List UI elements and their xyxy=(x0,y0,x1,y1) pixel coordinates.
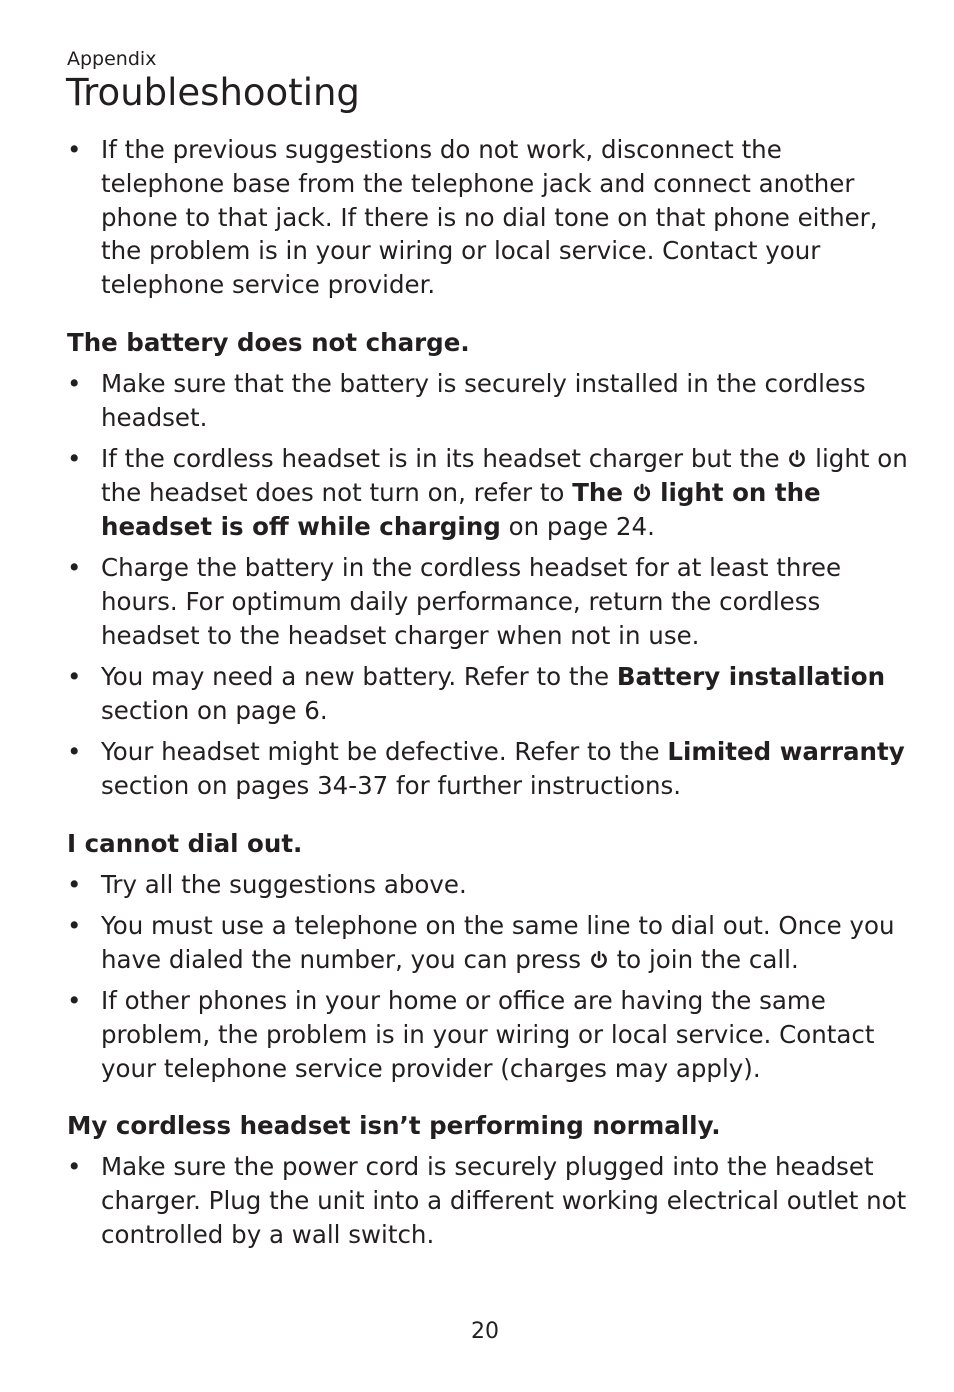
power-icon xyxy=(589,950,609,970)
text-segment: light on the headset does not turn on, refer to xyxy=(101,443,908,507)
text-segment: on page 24. xyxy=(508,511,655,541)
list-item: • Try all the suggestions above. xyxy=(67,868,912,902)
section-label: Appendix xyxy=(67,48,157,70)
list-item: • Charge the battery in the cordless headset for at least three hours. For optimum daily performance, return the cordless headset to the headset charger when not in use. xyxy=(67,551,912,652)
text-segment: Your headset might be defective. Refer to the xyxy=(101,737,660,767)
cross-reference: Battery installation xyxy=(616,661,886,691)
list-item xyxy=(67,442,912,543)
list-item xyxy=(67,735,912,803)
text-segment: to join the call. xyxy=(616,944,799,974)
text-segment: section on pages 34-37 for further instructions. xyxy=(101,770,682,800)
page-content xyxy=(67,133,912,1259)
cross-reference-text: The xyxy=(572,477,623,507)
battery-list xyxy=(67,367,912,803)
cross-reference-text: light on the headset is off while charging xyxy=(101,477,821,541)
dial-heading: I cannot dial out. xyxy=(67,828,303,858)
list-item: • If other phones in your home or office are having the same problem, the problem is in your wiring or local service. Contact your telephone service provider (charges may apply). xyxy=(67,984,912,1085)
page-title: Troubleshooting xyxy=(66,71,360,114)
page-number: 20 xyxy=(471,1319,499,1344)
list-item xyxy=(67,909,912,977)
text-segment: If the cordless headset is in its headset charger but the xyxy=(101,443,780,473)
list-item xyxy=(67,660,912,728)
performance-list xyxy=(67,1150,912,1251)
list-item: • Make sure the power cord is securely plugged into the headset charger. Plug the unit into a different working electrical outlet not controlled by a wall switch. xyxy=(67,1150,912,1251)
intro-list xyxy=(67,133,912,302)
text-segment: You may need a new battery. Refer to the xyxy=(101,661,610,691)
battery-heading: The battery does not charge. xyxy=(67,327,470,357)
list-item: • Make sure that the battery is securely installed in the cordless headset. xyxy=(67,367,912,435)
performance-heading: My cordless headset isn’t performing normally. xyxy=(67,1111,721,1141)
power-icon xyxy=(632,483,652,503)
list-item: • If the previous suggestions do not work, disconnect the telephone base from the telephone jack and connect another phone to that jack. If there is no dial tone on that phone either, the problem is in your wiring or local service. Contact your telephone service provider. xyxy=(67,133,912,302)
text-segment: section on page 6. xyxy=(101,695,328,725)
power-icon xyxy=(787,449,807,469)
cross-reference: Limited warranty xyxy=(667,737,905,767)
text-segment: You must use a telephone on the same line to dial out. Once you have dialed the number, you can press xyxy=(101,910,895,974)
dial-list xyxy=(67,868,912,1086)
